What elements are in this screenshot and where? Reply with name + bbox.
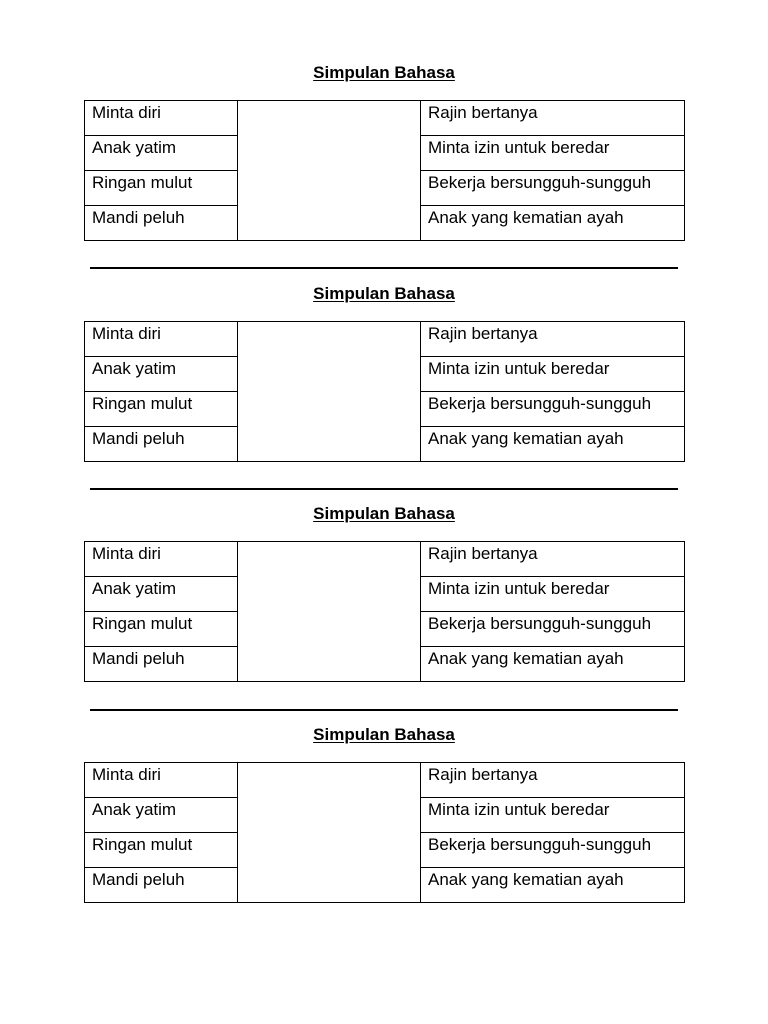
meaning-cell: Minta izin untuk beredar (421, 357, 685, 392)
meaning-cell: Anak yang kematian ayah (421, 647, 685, 682)
meaning-cell: Bekerja bersungguh-sungguh (421, 833, 685, 868)
meaning-cell: Minta izin untuk beredar (421, 798, 685, 833)
idiom-cell: Anak yatim (85, 136, 238, 171)
meaning-cell: Rajin bertanya (421, 763, 685, 798)
cut-line (90, 709, 678, 711)
worksheet-2 (84, 283, 684, 462)
meaning-cell: Anak yang kematian ayah (421, 206, 685, 241)
worksheet-title: Simpulan Bahasa (313, 284, 455, 303)
idiom-cell: Mandi peluh (85, 868, 238, 903)
idiom-cell: Mandi peluh (85, 647, 238, 682)
matching-table (84, 541, 685, 682)
meaning-cell: Rajin bertanya (421, 322, 685, 357)
worksheet-title: Simpulan Bahasa (313, 504, 455, 523)
meaning-cell: Anak yang kematian ayah (421, 427, 685, 462)
matching-table (84, 100, 685, 241)
table-row (85, 322, 685, 357)
worksheet-4 (84, 724, 684, 903)
meaning-cell: Bekerja bersungguh-sungguh (421, 171, 685, 206)
answer-space (238, 322, 421, 462)
idiom-cell: Minta diri (85, 542, 238, 577)
meaning-cell: Rajin bertanya (421, 542, 685, 577)
cut-line (90, 488, 678, 490)
answer-space (238, 101, 421, 241)
answer-space (238, 763, 421, 903)
worksheet-3 (84, 503, 684, 682)
table-row (85, 101, 685, 136)
idiom-cell: Anak yatim (85, 798, 238, 833)
cut-line (90, 267, 678, 269)
idiom-cell: Anak yatim (85, 577, 238, 612)
meaning-cell: Bekerja bersungguh-sungguh (421, 392, 685, 427)
worksheet-title: Simpulan Bahasa (313, 725, 455, 744)
matching-table (84, 321, 685, 462)
worksheet-1 (84, 62, 684, 241)
meaning-cell: Anak yang kematian ayah (421, 868, 685, 903)
idiom-cell: Ringan mulut (85, 612, 238, 647)
worksheet-title: Simpulan Bahasa (313, 63, 455, 82)
idiom-cell: Ringan mulut (85, 171, 238, 206)
meaning-cell: Bekerja bersungguh-sungguh (421, 612, 685, 647)
idiom-cell: Mandi peluh (85, 427, 238, 462)
table-row (85, 763, 685, 798)
idiom-cell: Ringan mulut (85, 833, 238, 868)
meaning-cell: Minta izin untuk beredar (421, 577, 685, 612)
idiom-cell: Minta diri (85, 763, 238, 798)
idiom-cell: Mandi peluh (85, 206, 238, 241)
matching-table (84, 762, 685, 903)
idiom-cell: Minta diri (85, 322, 238, 357)
table-row (85, 542, 685, 577)
meaning-cell: Rajin bertanya (421, 101, 685, 136)
idiom-cell: Anak yatim (85, 357, 238, 392)
idiom-cell: Ringan mulut (85, 392, 238, 427)
answer-space (238, 542, 421, 682)
meaning-cell: Minta izin untuk beredar (421, 136, 685, 171)
idiom-cell: Minta diri (85, 101, 238, 136)
